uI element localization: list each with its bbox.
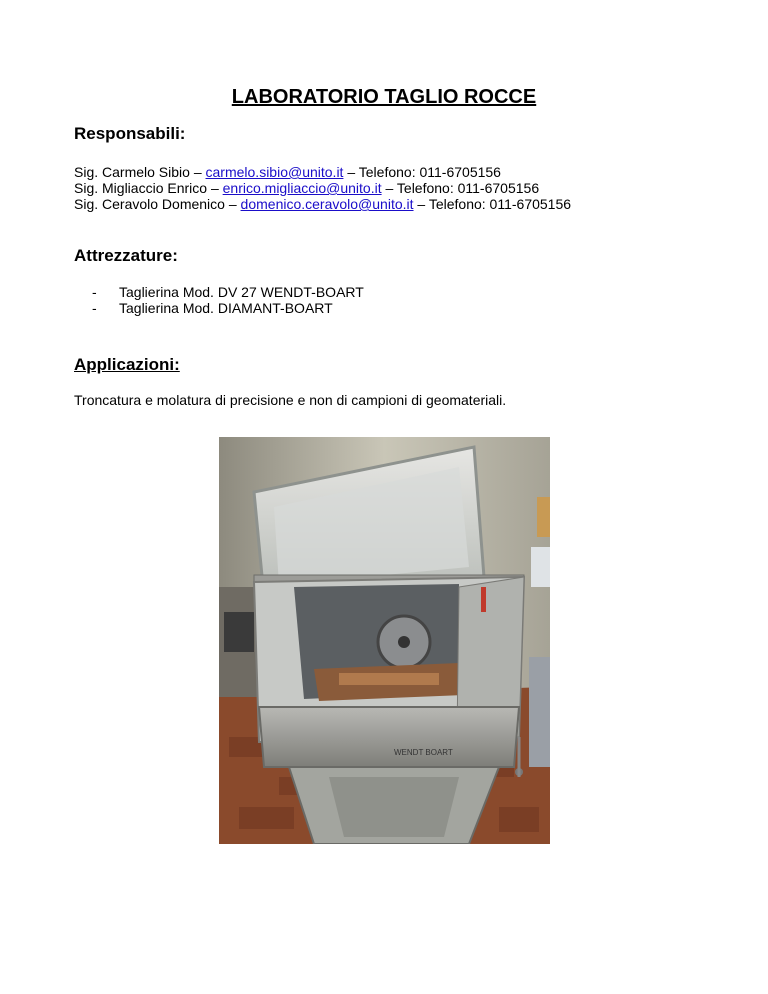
applicazioni-text: Troncatura e molatura di precisione e non di campioni di geomateriali. [74, 392, 507, 408]
contact-name: Sig. Ceravolo Domenico [74, 196, 225, 212]
separator: – [224, 196, 241, 212]
responsabili-heading: Responsabili: [74, 124, 186, 143]
attrezzature-heading: Attrezzature: [74, 246, 178, 265]
list-bullet: - [92, 300, 97, 316]
list-item: Taglierina Mod. DIAMANT-BOART [119, 300, 333, 316]
contact-name: Sig. Carmelo Sibio [74, 164, 190, 180]
page-title: LABORATORIO TAGLIO ROCCE [231, 86, 537, 108]
list-item: Taglierina Mod. DV 27 WENDT-BOART [119, 284, 364, 300]
contact-phone: – Telefono: 011-6705156 [343, 164, 501, 180]
email-link[interactable]: carmelo.sibio@unito.it [205, 164, 344, 180]
separator: – [189, 164, 206, 180]
contact-phone: – Telefono: 011-6705156 [381, 180, 540, 196]
contact-line [74, 196, 571, 212]
cutting-machine-illustration [219, 437, 550, 844]
email-link[interactable]: domenico.ceravolo@unito.it [240, 196, 414, 212]
machine-photo [219, 437, 550, 844]
applicazioni-heading: Applicazioni: [74, 355, 180, 374]
brand-label: WENDT BOART [394, 748, 453, 757]
list-bullet: - [92, 284, 97, 300]
separator: – [207, 180, 223, 196]
email-link[interactable]: enrico.migliaccio@unito.it [222, 180, 382, 196]
contact-name: Sig. Migliaccio Enrico [74, 180, 208, 196]
contact-phone: – Telefono: 011-6705156 [413, 196, 572, 212]
contact-line [74, 164, 501, 180]
contact-line [74, 180, 539, 196]
